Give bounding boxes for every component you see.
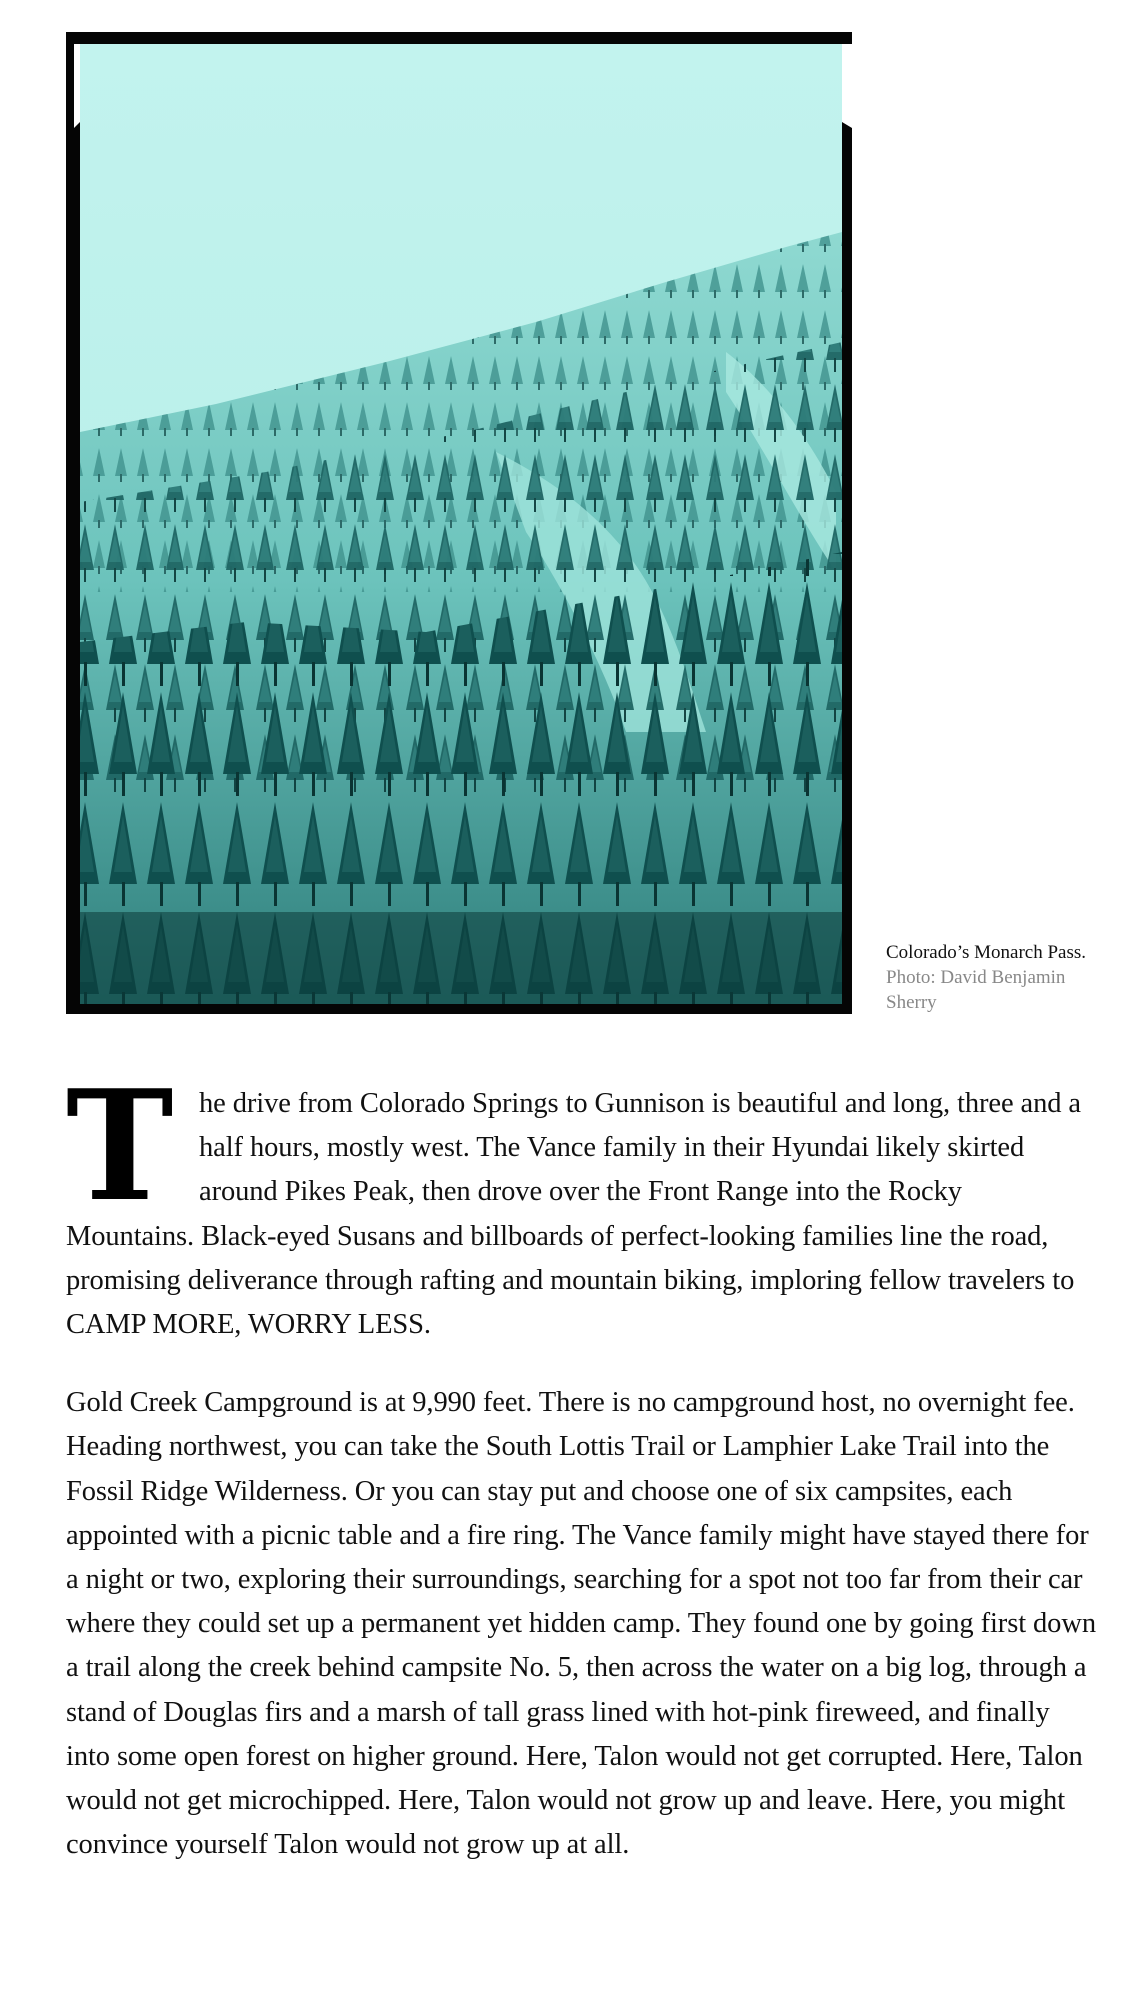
article-paragraph-2: Gold Creek Campground is at 9,990 feet. There is no campground host, no overnight fee. Heading northwest, you can take the South Lottis Trail or Lamphier Lake Trail into the Fossil Ridge Wilderness. Or you can stay put and choose one of six campsites, each appointed with a picnic table and a fire ring. The Vance family might have stayed there for a night or two, exploring their surroundings, searching for a spot not too far from their car where they could set up a permanent yet hidden camp. They found one by going first down a trail along the creek behind campsite No. 5, then across the water on a big log, through a stand of Douglas firs and a marsh of tall grass lined with hot-pink fireweed, and finally into some open forest on higher ground. Here, Talon would not get corrupted. Here, Talon would not get microchipped. Here, Talon would not grow up and leave. Here, you might convince yourself Talon would not grow up at all. [66,1387,1096,1861]
caption-text: Colorado’s Monarch Pass. [886,942,1087,963]
paragraph-1-text: he drive from Colorado Springs to Gunnison is beautiful and long, three and a half hours, mostly west. The Vance family in their Hyundai likely skirted around Pikes Peak, then drove over the Front Range into the Rocky Mountains. Black-eyed Susans and billboards of perfect-looking families line the road, promising deliverance through rafting and mountain biking, imploring fellow travelers to CAMP MORE, WORRY LESS. [66,1088,1081,1341]
article-figure [66,32,1086,1020]
article-body [66,1056,1096,1901]
mountain-forest-photo [66,32,852,1014]
drop-cap: T [66,1056,174,1235]
article-paragraph-1 [66,1056,1096,1347]
photo-illustration [66,32,852,1014]
photo-credit: Photo: David Benjamin Sherry [886,967,1066,1013]
photo-caption [886,940,1086,1015]
